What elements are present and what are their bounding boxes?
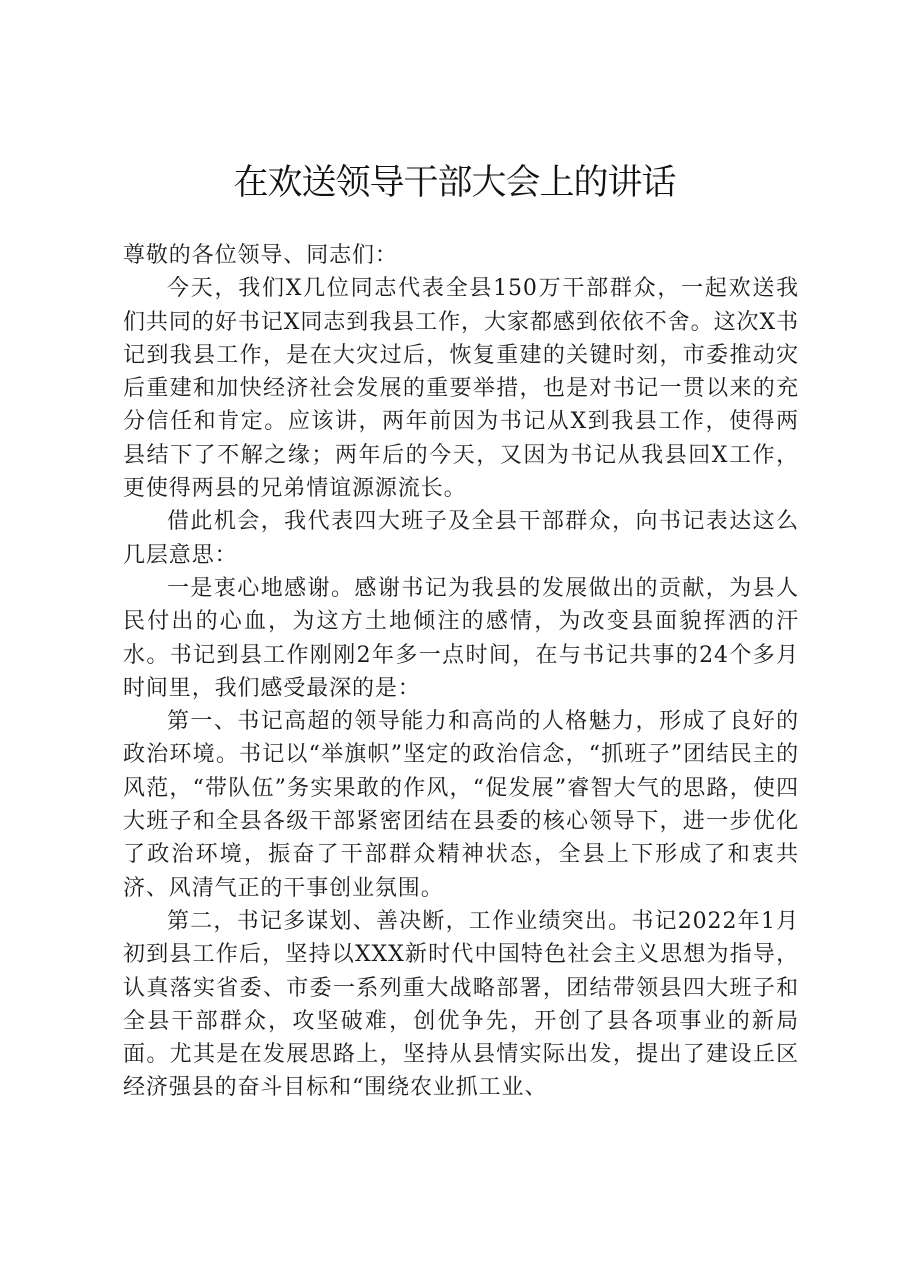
paragraph-intent: 借此机会，我代表四大班子及全县干部群众，向书记表达这么几层意思： [123, 509, 799, 568]
paragraph-opening: 今天，我们X几位同志代表全县150万干部群众，一起欢送我们共同的好书记X同志到我县工作，大家都感到依依不舍。这次X书记到我县工作，是在大灾过后，恢复重建的关键时刻，市委推动灾后重建和加快经济社会发展的重要举措，也是对书记一贯以来的充分信任和肯定。应该讲，两年前因为书记从X到我县工作，使得两县结下了不解之缘；两年后的今天，又因为书记从我县回X工作，更使得两县的兄弟情谊源源流长。 [123, 276, 799, 502]
paragraph-first-point: 第一、书记高超的领导能力和高尚的人格魅力，形成了良好的政治环境。书记以“举旗帜”坚定的政治信念，“抓班子”团结民主的风范，“带队伍”务实果敢的作风，“促发展”睿智大气的思路，使四大班子和全县各级干部紧密团结在县委的核心领导下，进一步优化了政治环境，振奋了干部群众精神状态，全县上下形成了和衷共济、风清气正的干事创业氛围。 [123, 709, 799, 901]
document-body [123, 239, 799, 1105]
document-title: 在欢送领导干部大会上的讲话 [233, 163, 676, 203]
paragraph-gratitude: 一是衷心地感谢。感谢书记为我县的发展做出的贡献，为县人民付出的心血，为这方土地倾注的感情，为改变县面貌挥洒的汗水。书记到县工作刚刚2年多一点时间，在与书记共事的24个多月时间里，我们感受最深的是： [123, 575, 799, 701]
salutation: 尊敬的各位领导、同志们： [123, 243, 398, 268]
paragraph-second-point: 第二，书记多谋划、善决断，工作业绩突出。书记2022年1月初到县工作后，坚持以XXX新时代中国特色社会主义思想为指导，认真落实省委、市委一系列重大战略部署，团结带领县四大班子和全县干部群众，攻坚破难，创优争先，开创了县各项事业的新局面。尤其是在发展思路上，坚持从县情实际出发，提出了建设丘区经济强县的奋斗目标和“围绕农业抓工业、 [123, 908, 799, 1101]
